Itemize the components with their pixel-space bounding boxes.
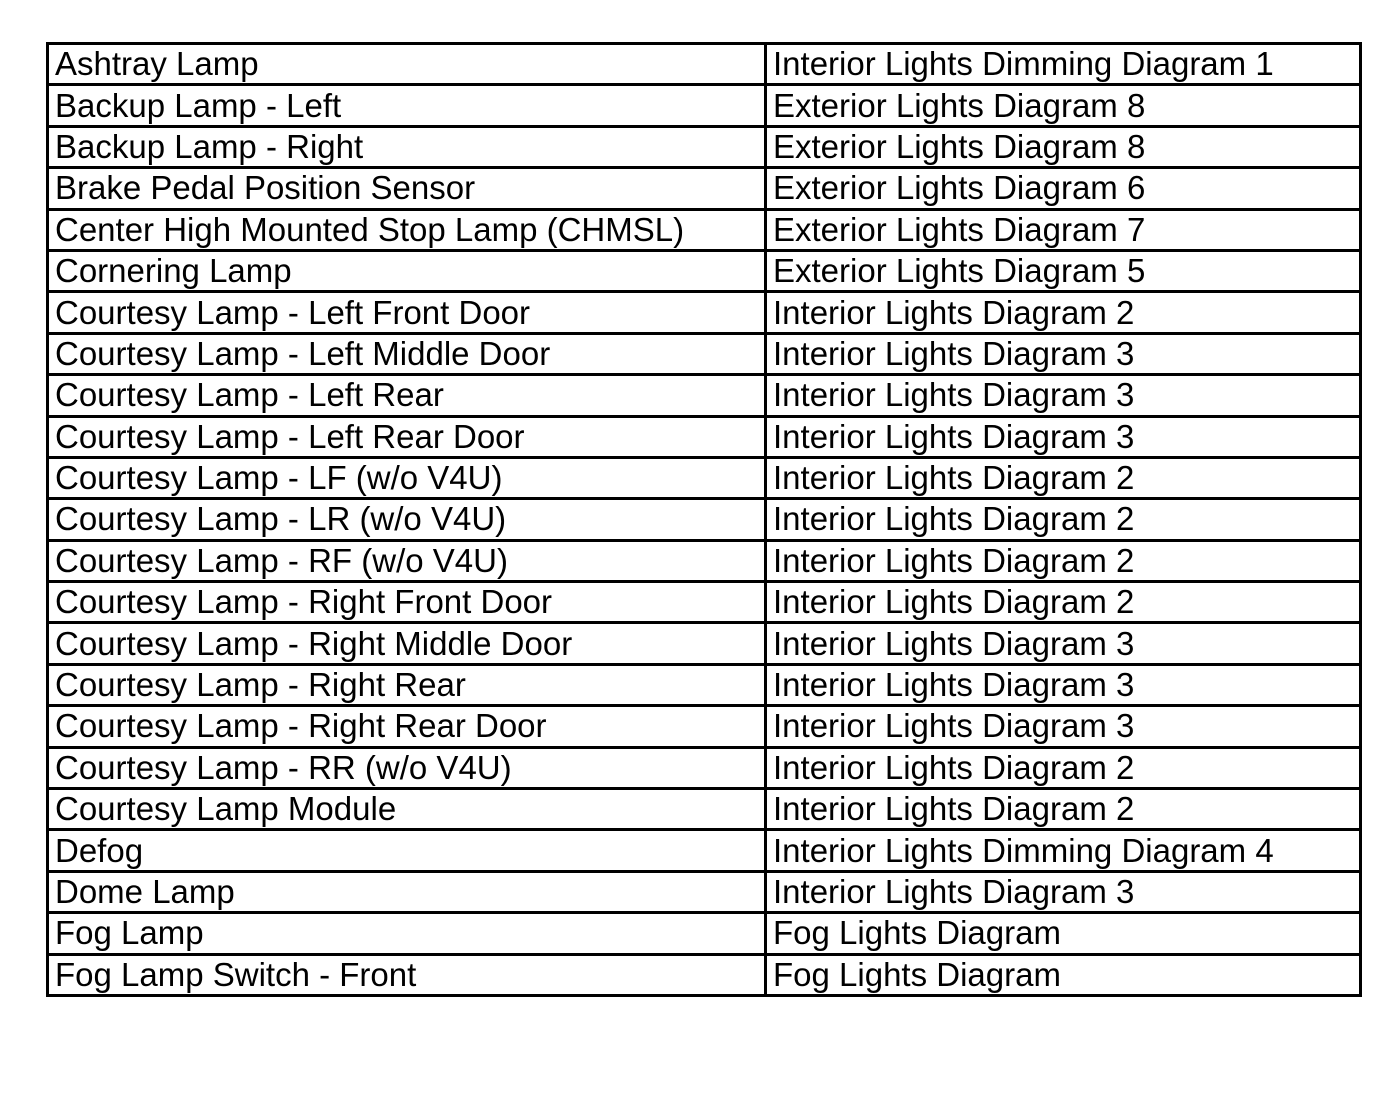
- table-row: [48, 333, 1361, 374]
- diagram-cell: Interior Lights Diagram 2: [766, 457, 1361, 498]
- component-cell: Courtesy Lamp - RR (w/o V4U): [48, 747, 766, 788]
- component-cell: Brake Pedal Position Sensor: [48, 168, 766, 209]
- component-cell: Fog Lamp Switch - Front: [48, 954, 766, 995]
- table-body: [48, 44, 1361, 996]
- diagram-cell: Exterior Lights Diagram 5: [766, 250, 1361, 291]
- component-cell: Backup Lamp - Left: [48, 85, 766, 126]
- diagram-cell: Interior Lights Diagram 3: [766, 623, 1361, 664]
- table-row: [48, 250, 1361, 291]
- table-row: [48, 871, 1361, 912]
- diagram-cell: Interior Lights Diagram 3: [766, 375, 1361, 416]
- component-cell: Fog Lamp: [48, 913, 766, 954]
- diagram-cell: Interior Lights Diagram 2: [766, 292, 1361, 333]
- table-row: [48, 85, 1361, 126]
- diagram-cell: Exterior Lights Diagram 7: [766, 209, 1361, 250]
- component-diagram-table: [46, 42, 1362, 997]
- table-row: [48, 209, 1361, 250]
- table-row: [48, 375, 1361, 416]
- diagram-cell: Fog Lights Diagram: [766, 913, 1361, 954]
- table-row: [48, 168, 1361, 209]
- table-row: [48, 664, 1361, 705]
- table-row: [48, 499, 1361, 540]
- table-row: [48, 706, 1361, 747]
- component-cell: Courtesy Lamp - Right Rear Door: [48, 706, 766, 747]
- diagram-cell: Exterior Lights Diagram 8: [766, 126, 1361, 167]
- diagram-cell: Fog Lights Diagram: [766, 954, 1361, 995]
- diagram-cell: Interior Lights Diagram 2: [766, 540, 1361, 581]
- component-cell: Courtesy Lamp - Right Rear: [48, 664, 766, 705]
- table-row: [48, 789, 1361, 830]
- component-diagram-table-wrapper: [46, 42, 1359, 997]
- component-cell: Courtesy Lamp - Left Middle Door: [48, 333, 766, 374]
- component-cell: Backup Lamp - Right: [48, 126, 766, 167]
- diagram-cell: Exterior Lights Diagram 6: [766, 168, 1361, 209]
- table-row: [48, 830, 1361, 871]
- diagram-cell: Interior Lights Diagram 3: [766, 333, 1361, 374]
- table-row: [48, 954, 1361, 995]
- diagram-cell: Interior Lights Diagram 2: [766, 747, 1361, 788]
- table-row: [48, 913, 1361, 954]
- component-cell: Defog: [48, 830, 766, 871]
- table-row: [48, 540, 1361, 581]
- component-cell: Courtesy Lamp - LF (w/o V4U): [48, 457, 766, 498]
- table-row: [48, 416, 1361, 457]
- diagram-cell: Exterior Lights Diagram 8: [766, 85, 1361, 126]
- component-cell: Courtesy Lamp - Left Rear: [48, 375, 766, 416]
- table-row: [48, 747, 1361, 788]
- diagram-cell: Interior Lights Dimming Diagram 1: [766, 44, 1361, 85]
- component-cell: Courtesy Lamp - RF (w/o V4U): [48, 540, 766, 581]
- component-cell: Cornering Lamp: [48, 250, 766, 291]
- component-cell: Courtesy Lamp Module: [48, 789, 766, 830]
- diagram-cell: Interior Lights Diagram 2: [766, 582, 1361, 623]
- component-cell: Courtesy Lamp - Left Rear Door: [48, 416, 766, 457]
- component-cell: Courtesy Lamp - Left Front Door: [48, 292, 766, 333]
- table-row: [48, 457, 1361, 498]
- diagram-cell: Interior Lights Diagram 3: [766, 871, 1361, 912]
- table-row: [48, 582, 1361, 623]
- table-row: [48, 126, 1361, 167]
- diagram-cell: Interior Lights Diagram 2: [766, 499, 1361, 540]
- component-cell: Courtesy Lamp - LR (w/o V4U): [48, 499, 766, 540]
- diagram-cell: Interior Lights Diagram 3: [766, 664, 1361, 705]
- table-row: [48, 623, 1361, 664]
- table-row: [48, 44, 1361, 85]
- diagram-cell: Interior Lights Diagram 3: [766, 706, 1361, 747]
- component-cell: Courtesy Lamp - Right Front Door: [48, 582, 766, 623]
- diagram-cell: Interior Lights Diagram 3: [766, 416, 1361, 457]
- component-cell: Center High Mounted Stop Lamp (CHMSL): [48, 209, 766, 250]
- component-cell: Courtesy Lamp - Right Middle Door: [48, 623, 766, 664]
- diagram-cell: Interior Lights Dimming Diagram 4: [766, 830, 1361, 871]
- component-cell: Dome Lamp: [48, 871, 766, 912]
- diagram-cell: Interior Lights Diagram 2: [766, 789, 1361, 830]
- component-cell: Ashtray Lamp: [48, 44, 766, 85]
- table-row: [48, 292, 1361, 333]
